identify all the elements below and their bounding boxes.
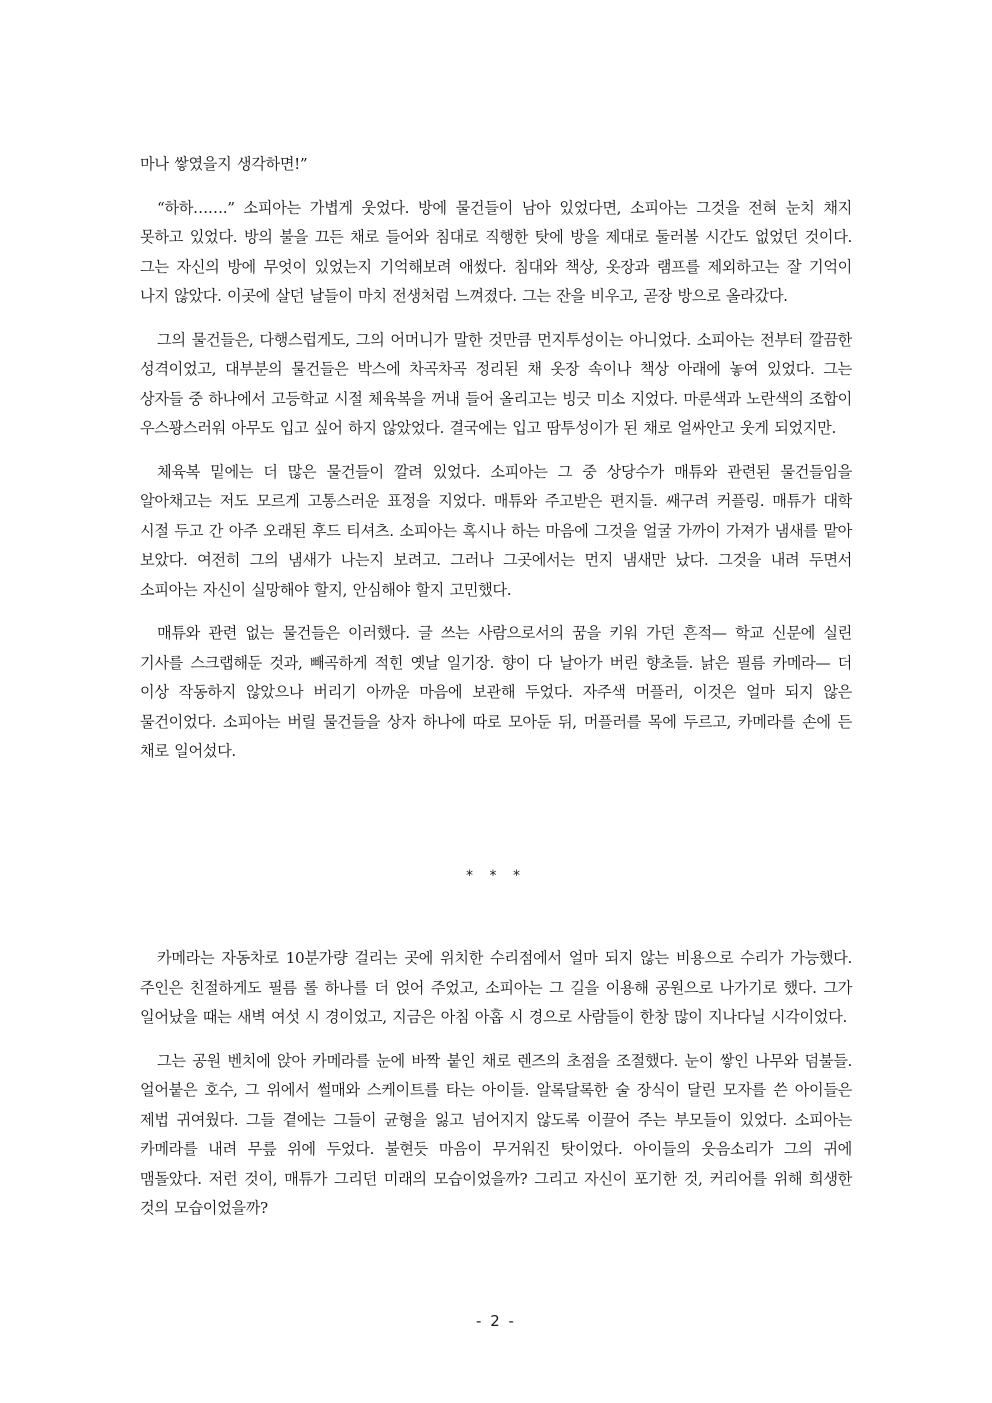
page-number: - 2 - <box>476 1312 516 1330</box>
paragraph: “하하…….” 소피아는 가볍게 웃었다. 방에 물건들이 남아 있었다면, 소피아는 그것을 전혀 눈치 채지 못하고 있었다. 방의 불을 끄든 채로 들어와 침대로 직행한 탓에 방을 제대로 둘러볼 시간도 없었던 것이다. 그는 자신의 방에 무엇이 있었는지 기억해보려 애썼다. 침대와 책상, 옷장과 램프를 제외하고는 잘 기억이 나지 않았다. 이곳에 살던 날들이 마치 전생처럼 느껴졌다. 그는 잔을 비우고, 곧장 방으로 올라갔다. <box>140 198 852 305</box>
section-separator: * * * <box>466 868 526 884</box>
section-two <box>140 944 852 1238</box>
paragraph: 카메라는 자동차로 10분가량 걸리는 곳에 위치한 수리점에서 얼마 되지 않는 비용으로 수리가 가능했다. 주인은 친절하게도 필름 롤 하나를 더 얹어 주었고, 소피아는 그 길을 이용해 공원으로 나가기로 했다. 그가 일어났을 때는 새벽 여섯 시 경이었고, 지금은 아침 아홉 시 경으로 사람들이 한창 많이 지나다닐 시각이었다. <box>140 949 852 1026</box>
section-one <box>140 150 852 781</box>
paragraph: 체육복 밑에는 더 많은 물건들이 깔려 있었다. 소피아는 그 중 상당수가 매튜와 관련된 물건들임을 알아채고는 저도 모르게 고통스러운 표정을 지었다. 매튜와 주고받은 편지들. 쌔구려 커플링. 매튜가 대학 시절 두고 간 아주 오래된 후드 티셔츠. 소피아는 혹시나 하는 마음에 그것을 얼굴 가까이 가져가 냄새를 맡아 보았다. 여전히 그의 냄새가 나는지 보려고. 그러나 그곳에서는 먼지 냄새만 났다. 그것을 내려 두면서 소피아는 자신이 실망해야 할지, 안심해야 할지 고민했다. <box>140 462 852 599</box>
paragraph: 그는 공원 벤치에 앉아 카메라를 눈에 바짝 붙인 채로 렌즈의 초점을 조절했다. 눈이 쌓인 나무와 덤불들. 얼어붙은 호수, 그 위에서 썰매와 스케이트를 타는 아이들. 알록달록한 술 장식이 달린 모자를 쓴 아이들은 제법 귀여웠다. 그들 곁에는 그들이 균형을 잃고 넘어지지 않도록 이끌어 주는 부모들이 있었다. 소피아는 카메라를 내려 무릎 위에 두었다. 불현듯 마음이 무거워진 탓이었다. 아이들의 웃음소리가 그의 귀에 맴돌았다. 저런 것이, 매튜가 그리던 미래의 모습이었을까? 그리고 자신이 포기한 것, 커리어를 위해 희생한 것의 모습이었을까? <box>140 1051 852 1217</box>
paragraph: 그의 물건들은, 다행스럽게도, 그의 어머니가 말한 것만큼 먼지투성이는 아니었다. 소피아는 전부터 깔끔한 성격이었고, 대부분의 물건들은 박스에 차곡차곡 정리된 채 옷장 속이나 책상 아래에 놓여 있었다. 그는 상자들 중 하나에서 고등학교 시절 체육복을 꺼내 들어 올리고는 빙긋 미소 지었다. 마룬색과 노란색의 조합이 우스꽝스러워 아무도 입고 싶어 하지 않았었다. 결국에는 입고 땀투성이가 된 채로 얼싸안고 웃게 되었지만. <box>140 330 852 437</box>
paragraph: 매튜와 관련 없는 물건들은 이러했다. 글 쓰는 사람으로서의 꿈을 키워 가던 흔적— 학교 신문에 실린 기사를 스크랩해둔 것과, 빼곡하게 적힌 옛날 일기장. 향이 다 날아가 버린 향초들. 낡은 필름 카메라— 더 이상 작동하지 않았으나 버리기 아까운 마음에 보관해 두었다. 자주색 머플러, 이것은 얼마 되지 않은 물건이었다. 소피아는 버릴 물건들을 상자 하나에 따로 모아둔 뒤, 머플러를 목에 두르고, 카메라를 손에 든 채로 일어섰다. <box>140 624 852 760</box>
paragraph: 마나 쌓였을지 생각하면!” <box>140 155 308 173</box>
